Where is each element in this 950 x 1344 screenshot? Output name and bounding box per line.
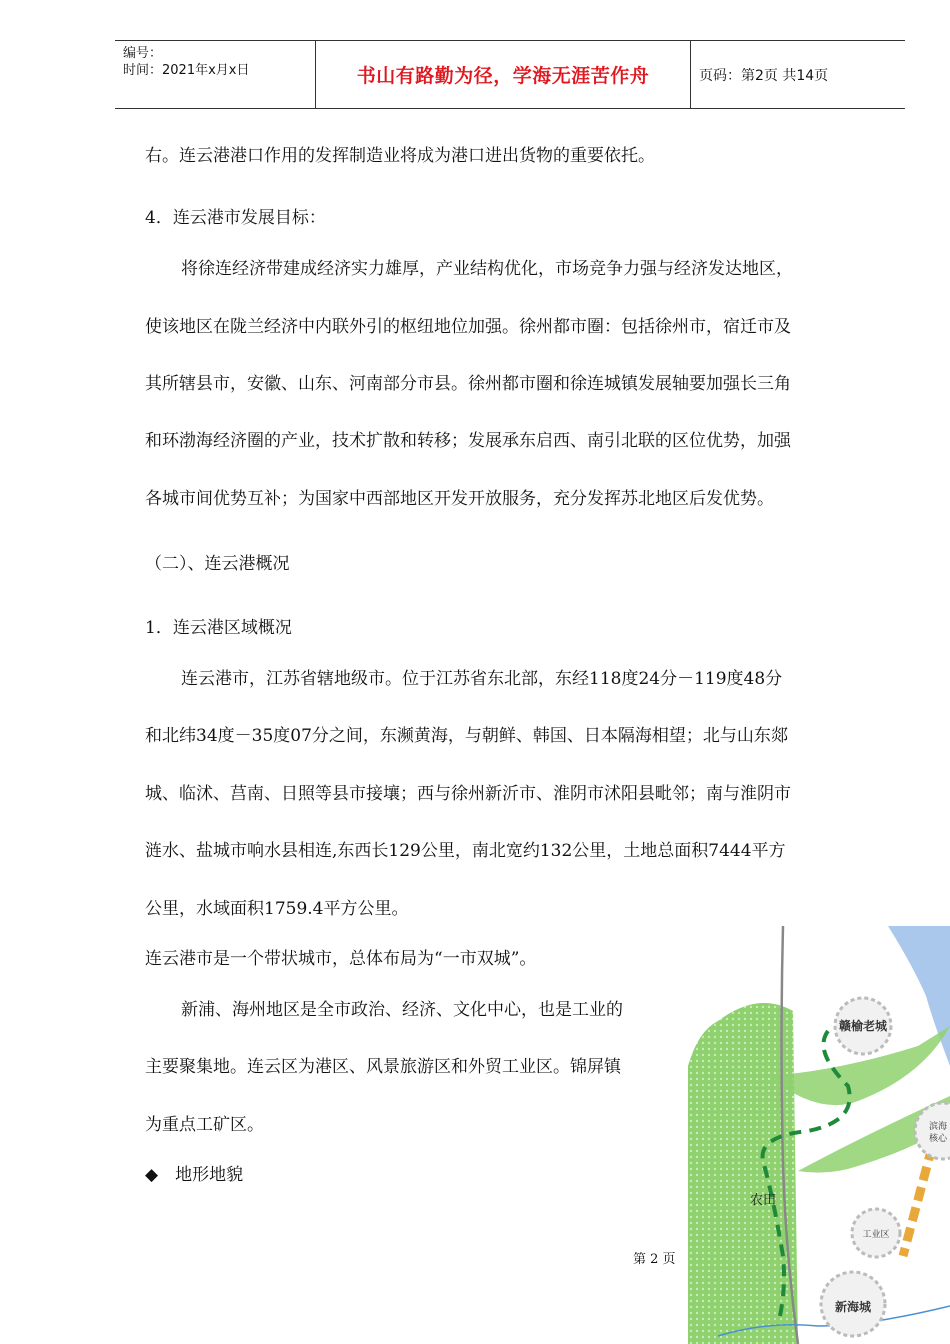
text-line: 主要聚集地。连云区为港区、风景旅游区和外贸工业区。锦屏镇 <box>145 1057 621 1077</box>
map-label: 工业区 <box>862 1230 890 1240</box>
header-time: 时间：2021年x月x日 <box>123 63 250 78</box>
text-line: 涟水、盐城市响水县相连,东西长129公里，南北宽约132公里，土地总面积7444平方 <box>145 841 786 861</box>
header-motto: 书山有路勤为径，学海无涯苦作舟 <box>356 65 650 87</box>
map-label: 赣榆老城 <box>838 1019 888 1033</box>
map-label: 滨海 <box>928 1122 948 1132</box>
text-line: 城、临沭、莒南、日照等县市接壤；西与徐州新沂市、淮阴市沭阳县毗邻；南与淮阴市 <box>145 784 791 804</box>
text-line: 和北纬34度－35度07分之间，东濒黄海，与朝鲜、韩国、日本隔海相望；北与山东郯 <box>145 726 788 746</box>
map-label: 新海城 <box>834 1300 872 1314</box>
page-header <box>115 40 905 109</box>
city-layout-map <box>688 926 950 1344</box>
text-line: 各城市间优势互补；为国家中西部地区开发开放服务，充分发挥苏北地区后发优势。 <box>145 489 774 509</box>
text-line: 新浦、海州地区是全市政治、经济、文化中心，也是工业的 <box>181 1000 623 1020</box>
header-divider <box>690 41 691 108</box>
page-footer: 第 2 页 <box>633 1252 676 1267</box>
header-meta <box>123 45 249 79</box>
bullet-heading: ◆ 地形地貌 <box>145 1165 244 1185</box>
map-label: 核心 <box>928 1134 948 1144</box>
map-label: 农田 <box>749 1193 777 1208</box>
text-line: 使该地区在陇兰经济中内联外引的枢纽地位加强。徐州都市圈：包括徐州市，宿迁市及 <box>145 317 791 337</box>
section-heading: 4．连云港市发展目标： <box>145 208 326 228</box>
text-line: 连云港市是一个带状城市，总体布局为“一市双城”。 <box>145 949 537 969</box>
header-number: 编号： <box>123 46 163 61</box>
text-line: 将徐连经济带建成经济实力雄厚，产业结构优化，市场竞争力强与经济发达地区， <box>181 259 793 279</box>
section-heading: 1．连云港区域概况 <box>145 618 292 638</box>
text-line: 连云港市，江苏省辖地级市。位于江苏省东北部，东经118度24分－119度48分 <box>181 669 783 689</box>
text-line: 公里，水域面积1759.4平方公里。 <box>145 899 409 919</box>
text-line: 为重点工矿区。 <box>145 1115 264 1135</box>
section-heading: （二）、连云港概况 <box>145 554 290 574</box>
text-line: 右。连云港港口作用的发挥制造业将成为港口进出货物的重要依托。 <box>145 146 655 166</box>
text-line: 其所辖县市，安徽、山东、河南部分市县。徐州都市圈和徐连城镇发展轴要加强长三角 <box>145 374 791 394</box>
header-page: 页码：第2页 共14页 <box>699 68 829 84</box>
text-line: 和环渤海经济圈的产业，技术扩散和转移；发展承东启西、南引北联的区位优势，加强 <box>145 431 791 451</box>
